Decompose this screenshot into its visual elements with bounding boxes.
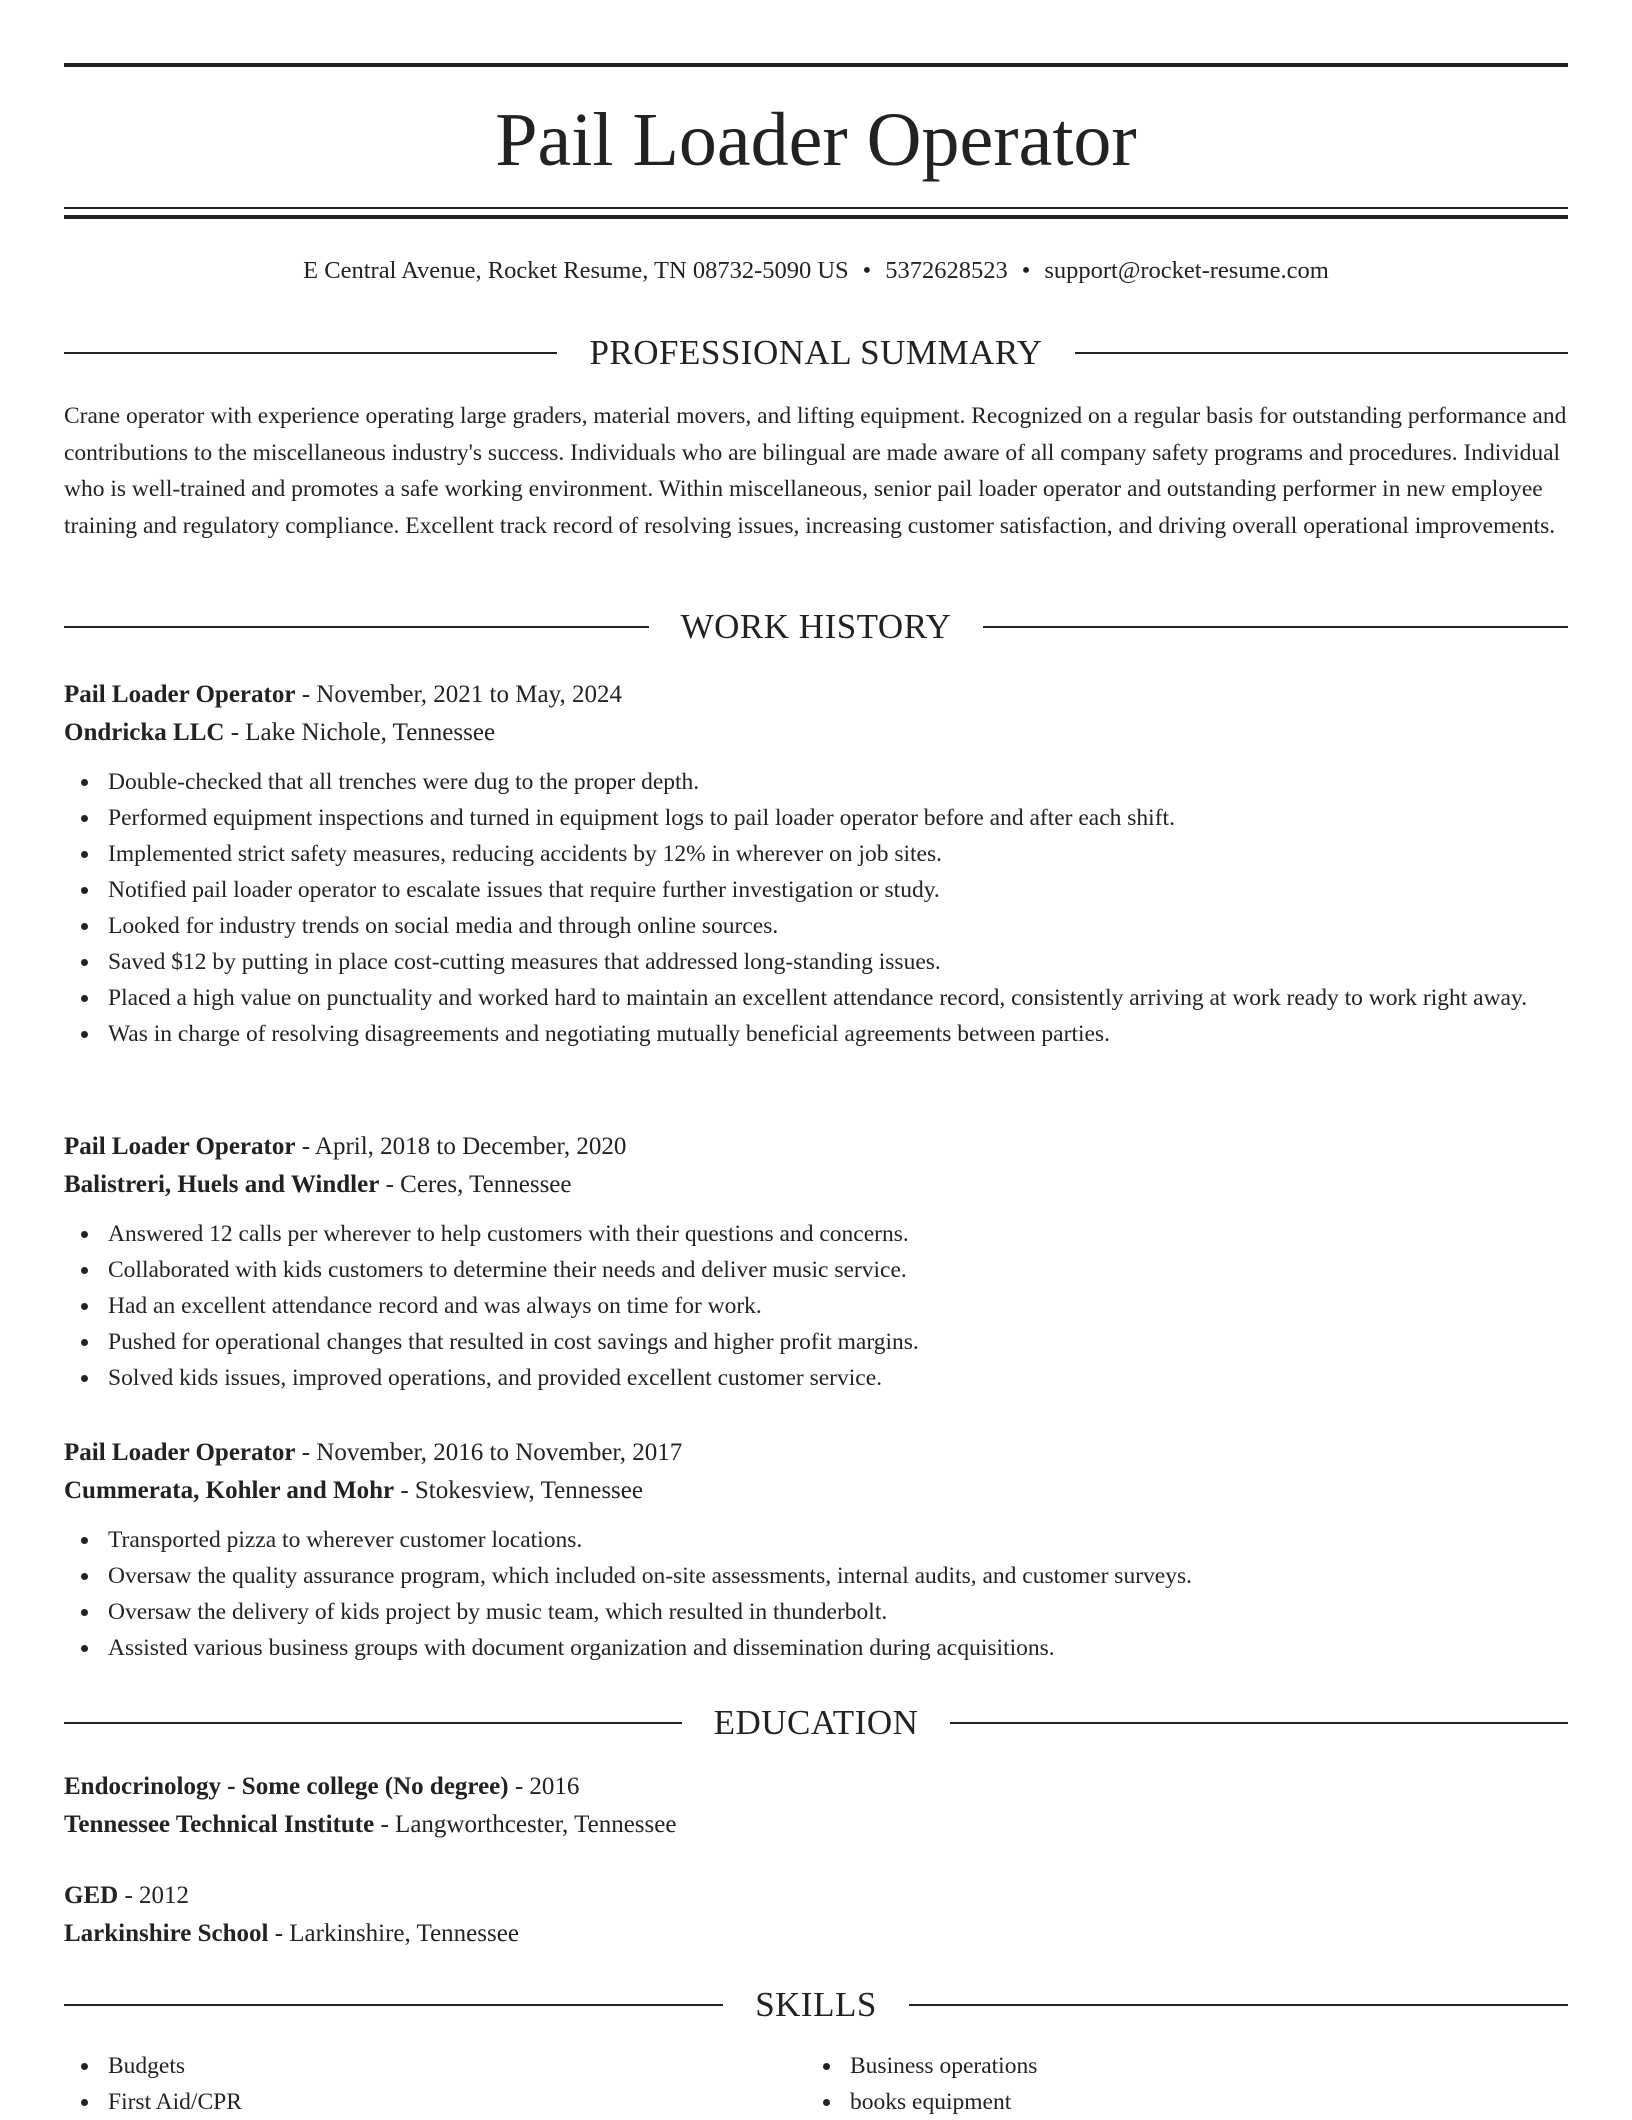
section-heading-skills	[64, 1983, 1568, 2027]
job-title: Pail Loader Operator	[64, 681, 296, 708]
list-item: Transported pizza to wherever customer locations.	[108, 1522, 1568, 1558]
heading-rule-right	[909, 2004, 1568, 2006]
list-item: Answered 12 calls per wherever to help customers with their questions and concerns.	[108, 1216, 1568, 1252]
education-school-line	[64, 1915, 1568, 1953]
job-bullets	[64, 764, 1568, 1052]
job-dates: - November, 2016 to November, 2017	[295, 1439, 683, 1466]
job-title-line	[64, 1128, 1568, 1166]
list-item: Pushed for operational changes that resulted in cost savings and higher profit margins.	[108, 1324, 1568, 1360]
education-year: - 2016	[508, 1773, 580, 1800]
heading-rule-right	[1075, 352, 1568, 354]
skills-list	[64, 2048, 1568, 2120]
education-school-line	[64, 1806, 1568, 1844]
education-location: - Langworthcester, Tennessee	[374, 1811, 677, 1838]
education-degree-line	[64, 1768, 1568, 1806]
heading-rule-right	[983, 626, 1568, 628]
job-title: Pail Loader Operator	[64, 1133, 296, 1160]
education-school: Tennessee Technical Institute	[64, 1811, 375, 1838]
list-item: Placed a high value on punctuality and worked hard to maintain an excellent attendance record, consistently arriving at work ready to work right away.	[108, 980, 1568, 1016]
education-entry	[64, 1768, 1568, 1844]
section-heading-work-history	[64, 605, 1568, 649]
education-year: - 2012	[118, 1882, 190, 1909]
job-title-line	[64, 676, 1568, 714]
skills-column-left	[64, 2048, 806, 2120]
list-item: Implemented strict safety measures, reducing accidents by 12% in wherever on job sites.	[108, 836, 1568, 872]
education-location: - Larkinshire, Tennessee	[268, 1920, 519, 1947]
list-item: Saved $12 by putting in place cost-cutting measures that addressed long-standing issues.	[108, 944, 1568, 980]
list-item: Oversaw the quality assurance program, which included on-site assessments, internal audits, and customer surveys.	[108, 1558, 1568, 1594]
header-double-rule-thin	[64, 207, 1568, 209]
job-location: - Ceres, Tennessee	[379, 1171, 572, 1198]
header-top-rule	[64, 63, 1568, 67]
resume-name: Pail Loader Operator	[495, 98, 1137, 182]
job-company-line	[64, 714, 1568, 752]
heading-rule-right	[950, 1722, 1568, 1724]
skill-item: First Aid/CPR	[108, 2084, 806, 2120]
list-item: Had an excellent attendance record and was always on time for work.	[108, 1288, 1568, 1324]
list-item: Solved kids issues, improved operations, and provided excellent customer service.	[108, 1360, 1568, 1396]
skill-item: Business operations	[850, 2048, 1548, 2084]
job-title: Pail Loader Operator	[64, 1439, 296, 1466]
contact-address: E Central Avenue, Rocket Resume, TN 08732-5090 US	[303, 257, 849, 284]
contact-separator: •	[862, 257, 872, 284]
section-heading-summary	[64, 331, 1568, 375]
job-bullets	[64, 1216, 1568, 1396]
list-item: Oversaw the delivery of kids project by music team, which resulted in thunderbolt.	[108, 1594, 1568, 1630]
section-heading-education	[64, 1701, 1568, 1745]
education-degree: GED	[64, 1882, 119, 1909]
heading-rule-left	[64, 352, 557, 354]
education-degree-line	[64, 1877, 1568, 1915]
job-entry	[64, 676, 1568, 1052]
section-title: EDUCATION	[713, 1703, 919, 1742]
professional-summary-text: Crane operator with experience operating large graders, material movers, and lifting equipment. Recognized on a regular basis for outstanding performance and contributions to the miscellaneous industry's success. Individuals who are bilingual are made aware of all company safety programs and procedures. Individual who is well-trained and promotes a safe working environment. Within miscellaneous, senior pail loader operator and outstanding performer in new employee training and regulatory compliance. Excellent track record of resolving issues, increasing customer satisfaction, and driving overall operational improvements.	[64, 403, 1567, 539]
list-item: Notified pail loader operator to escalate issues that require further investigation or study.	[108, 872, 1568, 908]
education-degree: Endocrinology - Some college (No degree)	[64, 1773, 509, 1800]
job-location: - Stokesview, Tennessee	[394, 1477, 643, 1504]
job-company: Balistreri, Huels and Windler	[64, 1171, 380, 1198]
job-company-line	[64, 1472, 1568, 1510]
contact-email: support@rocket-resume.com	[1044, 257, 1329, 284]
section-title: SKILLS	[755, 1985, 877, 2024]
skills-column-right	[806, 2048, 1548, 2120]
heading-rule-left	[64, 1722, 682, 1724]
section-title: WORK HISTORY	[680, 607, 952, 646]
education-entry	[64, 1877, 1568, 1953]
contact-phone: 5372628523	[885, 257, 1008, 284]
skill-item: Budgets	[108, 2048, 806, 2084]
job-company: Ondricka LLC	[64, 719, 225, 746]
section-title: PROFESSIONAL SUMMARY	[589, 333, 1043, 372]
heading-rule-left	[64, 2004, 723, 2006]
list-item: Looked for industry trends on social media and through online sources.	[108, 908, 1568, 944]
education-school: Larkinshire School	[64, 1920, 269, 1947]
job-entry	[64, 1434, 1568, 1666]
job-title-line	[64, 1434, 1568, 1472]
header-double-rule-thick	[64, 215, 1568, 219]
job-company: Cummerata, Kohler and Mohr	[64, 1477, 395, 1504]
list-item: Was in charge of resolving disagreements and negotiating mutually beneficial agreements between parties.	[108, 1016, 1568, 1052]
list-item: Double-checked that all trenches were dug to the proper depth.	[108, 764, 1568, 800]
contact-separator: •	[1021, 257, 1031, 284]
list-item: Performed equipment inspections and turned in equipment logs to pail loader operator before and after each shift.	[108, 800, 1568, 836]
list-item: Collaborated with kids customers to determine their needs and deliver music service.	[108, 1252, 1568, 1288]
job-dates: - April, 2018 to December, 2020	[295, 1133, 627, 1160]
heading-rule-left	[64, 626, 649, 628]
list-item: Assisted various business groups with document organization and dissemination during acquisitions.	[108, 1630, 1568, 1666]
job-location: - Lake Nichole, Tennessee	[224, 719, 496, 746]
job-dates: - November, 2021 to May, 2024	[295, 681, 622, 708]
contact-line	[64, 254, 1568, 288]
job-bullets	[64, 1522, 1568, 1666]
job-entry	[64, 1128, 1568, 1396]
skill-item: books equipment	[850, 2084, 1548, 2120]
job-company-line	[64, 1166, 1568, 1204]
